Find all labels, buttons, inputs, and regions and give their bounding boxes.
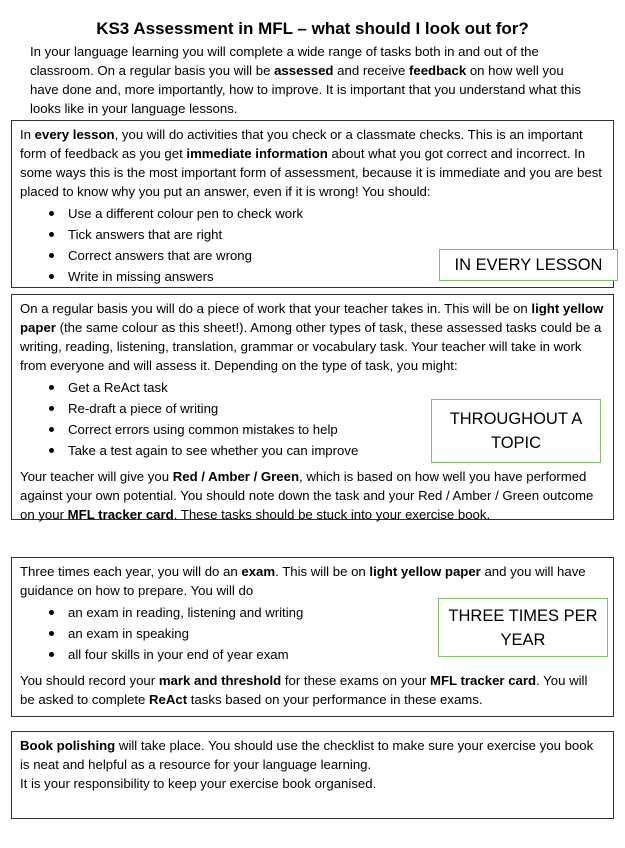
section-bold: ReAct <box>149 692 188 707</box>
list-item: Correct errors using common mistakes to help <box>68 419 605 440</box>
page-title: KS3 Assessment in MFL – what should I look out for? <box>96 19 529 38</box>
intro-bold: assessed <box>274 63 334 78</box>
section-bold: Book polishing <box>20 738 116 753</box>
section-text: You should record your <box>20 673 159 688</box>
exam-after-paragraph <box>20 671 605 709</box>
book-paragraph <box>20 736 605 774</box>
list-item: Correct answers that are wrong <box>68 245 605 266</box>
exam-section <box>11 557 614 717</box>
topic-paragraph <box>20 299 605 375</box>
section-text: about what you got correct and incorrect. In some ways this is the most important form of assessment, because it is immediate and you are best placed to know why you put an answer, even if it is wrong! You should: <box>20 146 602 199</box>
topic-section <box>11 294 614 520</box>
list-item: Write in missing answers <box>68 266 605 287</box>
section-bold: MFL tracker card <box>430 673 537 688</box>
section-text: , which is based on how well you have performed against your own potential. You should note down the task and your Red / Amber / Green outcome on your <box>20 469 594 522</box>
list-item: an exam in speaking <box>68 623 605 644</box>
section-text: . This will be on <box>275 564 370 579</box>
section-bold: mark and threshold <box>158 673 282 688</box>
section-text: In <box>20 127 35 142</box>
list-item: Use a different colour pen to check work <box>68 203 605 224</box>
section-bold: light yellow paper <box>20 301 604 335</box>
every-lesson-section <box>11 120 614 288</box>
list-item: Take a test again to see whether you can improve <box>68 440 605 461</box>
list-item: Get a ReAct task <box>68 377 605 398</box>
every-lesson-tag: IN EVERY LESSON <box>439 249 618 281</box>
section-bold: exam <box>241 564 276 579</box>
topic-after-paragraph <box>20 467 605 524</box>
intro-text: In your language learning you will complete a wide range of tasks both in and out of the classroom. On a regular basis you will be <box>30 44 539 78</box>
section-text: Your teacher will give you <box>20 469 173 484</box>
book-polishing-section <box>11 731 614 819</box>
list-item: Re-draft a piece of writing <box>68 398 605 419</box>
intro-paragraph <box>30 42 590 118</box>
section-text: . You will be asked to complete <box>20 673 588 707</box>
section-text: On a regular basis you will do a piece of work that your teacher takes in. This will be on <box>20 301 532 316</box>
exam-paragraph <box>20 562 605 600</box>
intro-text: on how well you have done and, more importantly, how to improve. It is important that you understand what this looks like in your language lessons. <box>30 63 581 116</box>
every-lesson-paragraph <box>20 125 605 201</box>
list-item: an exam in reading, listening and writing <box>68 602 605 623</box>
list-item: Tick answers that are right <box>68 224 605 245</box>
section-text: and you will have guidance on how to prepare. You will do <box>20 564 586 598</box>
section-text: Three times each year, you will do an <box>20 564 242 579</box>
section-bold: every lesson <box>34 127 115 142</box>
section-text: (the same colour as this sheet!). Among other types of task, these assessed tasks could be a writing, reading, listening, translation, grammar or vocabulary task. Your teacher will take in work from everyone and will assess it. Depending on the type of task, you might: <box>20 320 602 373</box>
exam-tag: THREE TIMES PER YEAR <box>438 598 608 657</box>
section-text: , you will do activities that you check or a classmate checks. This is an important form of feedback as you get <box>20 127 583 161</box>
intro-text: and receive <box>333 63 409 78</box>
topic-tag: THROUGHOUT A TOPIC <box>431 399 601 463</box>
intro-bold: feedback <box>409 63 467 78</box>
section-bold: light yellow paper <box>369 564 481 579</box>
section-text: tasks based on your performance in these exams. <box>187 692 483 707</box>
section-bold: immediate information <box>186 146 328 161</box>
list-item: all four skills in your end of year exam <box>68 644 605 665</box>
section-bold: MFL tracker card <box>67 507 174 522</box>
section-text: . These tasks should be stuck into your exercise book. <box>173 507 491 522</box>
book-responsibility: It is your responsibility to keep your exercise book organised. <box>20 776 377 791</box>
section-text: for these exams on your <box>281 673 431 688</box>
section-text: will take place. You should use the checklist to make sure your exercise you book is neat and helpful as a resource for your language learning. <box>20 738 594 772</box>
section-bold: Red / Amber / Green <box>172 469 300 484</box>
